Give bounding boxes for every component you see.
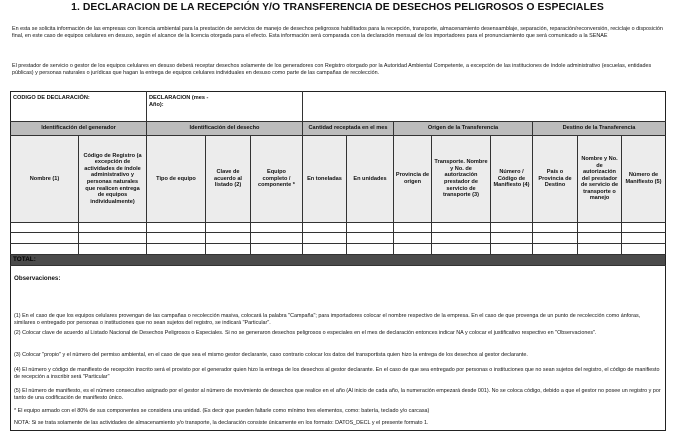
- codigo-declaracion-label: CODIGO DE DECLARACIÓN:: [13, 95, 90, 101]
- col-codigo-registro: Código de Registro (a excepción de actividades de índole administrativo y personas naturales que realicen entrega de equipos individualmente): [83, 152, 142, 205]
- group-origen: Origen de la Transferencia: [427, 124, 499, 131]
- col-toneladas: En toneladas: [307, 175, 342, 182]
- intro-paragraph-1: En esta se solicita información de las empresas con licencia ambiental para la prestación de servicios de manejo de desechos peligrosos habilitados para la recepción, transporte, almacenamiento desensamblaje, separación, reparación/reconversión, reciclaje o disposición final, en este caso de equipos celulares en desuso, según el alcance de la licencia otorgada para el efecto. Esta información será comparada con la declaración mensual de los importadores para el pronunciamiento que será comunicado a la SENAE: [12, 26, 663, 40]
- note-5: (5) El número de manifiesto, es el número consecutivo asignado por el gestor al número de movimiento de desechos que realice en el año (Al inicio de cada año, la numeración empezará desde 001). No se coloca código, debido a que el gestor no posee un registro y por tanto de una codificación de manifiesto único.: [14, 388, 661, 401]
- col-tipo-equipo: Tipo de equipo: [156, 175, 196, 182]
- col-nombre-autorizacion: Nombre y No. de autorización del prestador de servicio de transporte o manejo: [580, 155, 619, 202]
- col-equipo: Equipo completo / componente *: [258, 169, 295, 189]
- document-title: 1. DECLARACION DE LA RECEPCIÓN Y/O TRANSFERENCIA DE DESECHOS PELIGROSOS O ESPECIALES: [71, 2, 604, 13]
- col-transporte: Transporte. Nombre y No. de autorización prestador de servicio de transporte (3): [434, 159, 488, 199]
- note-2: (2) Colocar clave de acuerdo al Listado Nacional de Desechos Peligrosos o Especiales. Si no se generaron desechos peligrosos o especiales en el mes de declaración entonces indicar NA y colocar el justificativo respectivo en "Observaciones".: [14, 330, 597, 336]
- col-pais-destino: País o Provincia de Destino: [538, 169, 572, 189]
- group-cantidad: Cantidad receptada en el mes: [308, 124, 388, 131]
- note-1: (1) En el caso de que los equipos celulares provengan de las campañas o recolección masiva, colocará la palabra "Campaña"; para importadores colocar el nombre respectivo de la empresa. En el caso de que provenga de un punto de recolección como ánforas, similares o entregado por personas o instituciones que no sean sujetos del registro, se indicará "Particular".: [14, 313, 641, 326]
- group-generador: Identificación del generador: [41, 124, 116, 131]
- observaciones-label: Observaciones:: [14, 275, 61, 282]
- note-6: * El equipo armado con el 80% de sus componentes se considera una unidad. (Es decir que pueden faltarle como mínimo tres elementos, como: batería, teclado y/o carcasa): [14, 408, 430, 414]
- declaracion-field[interactable]: [222, 92, 300, 120]
- codigo-declaracion-field[interactable]: [12, 92, 142, 120]
- blank-header-area: [304, 92, 664, 120]
- declaracion-label: DECLARACION (mes - Año):: [149, 95, 209, 108]
- total-row-band: [11, 254, 665, 265]
- note-3: (3) Colocar "propio" y el número del permiso ambiental, en el caso de que sea el mismo gestor declarante, caso contrario colocar los datos del transportista quien hizo la entrega de los desechos al gestor declarante.: [14, 352, 528, 358]
- data-row[interactable]: [11, 244, 665, 254]
- col-manifiesto-origen: Número / Código de Manifiesto (4): [493, 169, 530, 189]
- note-7: NOTA: Si se trata solamente de las actividades de almacenamiento y/o transporte, la declaración consiste únicamente en los formato: DATOS_DECL y el presente formato 1.: [14, 420, 429, 426]
- group-destino: Destino de la Transferencia: [562, 124, 636, 131]
- data-row[interactable]: [11, 223, 665, 232]
- note-4: (4) El número y código de manifiesto de recepción inscrito será el provisto por el generador quien hizo la entrega de los desechos al gestor declarante. En el caso de que sea entregado por personas o instituciones que no sean sujetos del registro, el código de manifiesto de recepción a inscribir será "Particular": [14, 367, 660, 380]
- data-row[interactable]: [11, 233, 665, 243]
- intro-paragraph-2: El prestador de servicio o gestor de los equipos celulares en desuso deberá receptar desechos solamente de los generadores con Registro otorgado por la Autoridad Ambiental Competente, a excepción de las instituciones de índole administrativo (escuelas, entidades públicas) y personas naturales o jurídicas que hagan la entrega de equipos celulares individuales en desuso como parte de las campañas de recolección.: [12, 63, 652, 77]
- col-clave: Clave de acuerdo al listado (2): [214, 169, 242, 189]
- col-unidades: En unidades: [353, 175, 387, 182]
- group-desecho: Identificación del desecho: [189, 124, 260, 131]
- col-provincia-origen: Provincia de origen: [395, 172, 430, 185]
- total-label: TOTAL:: [13, 256, 36, 263]
- col-manifiesto-destino: Número de Manifiesto (5): [625, 172, 662, 185]
- col-nombre: Nombre (1): [29, 175, 60, 182]
